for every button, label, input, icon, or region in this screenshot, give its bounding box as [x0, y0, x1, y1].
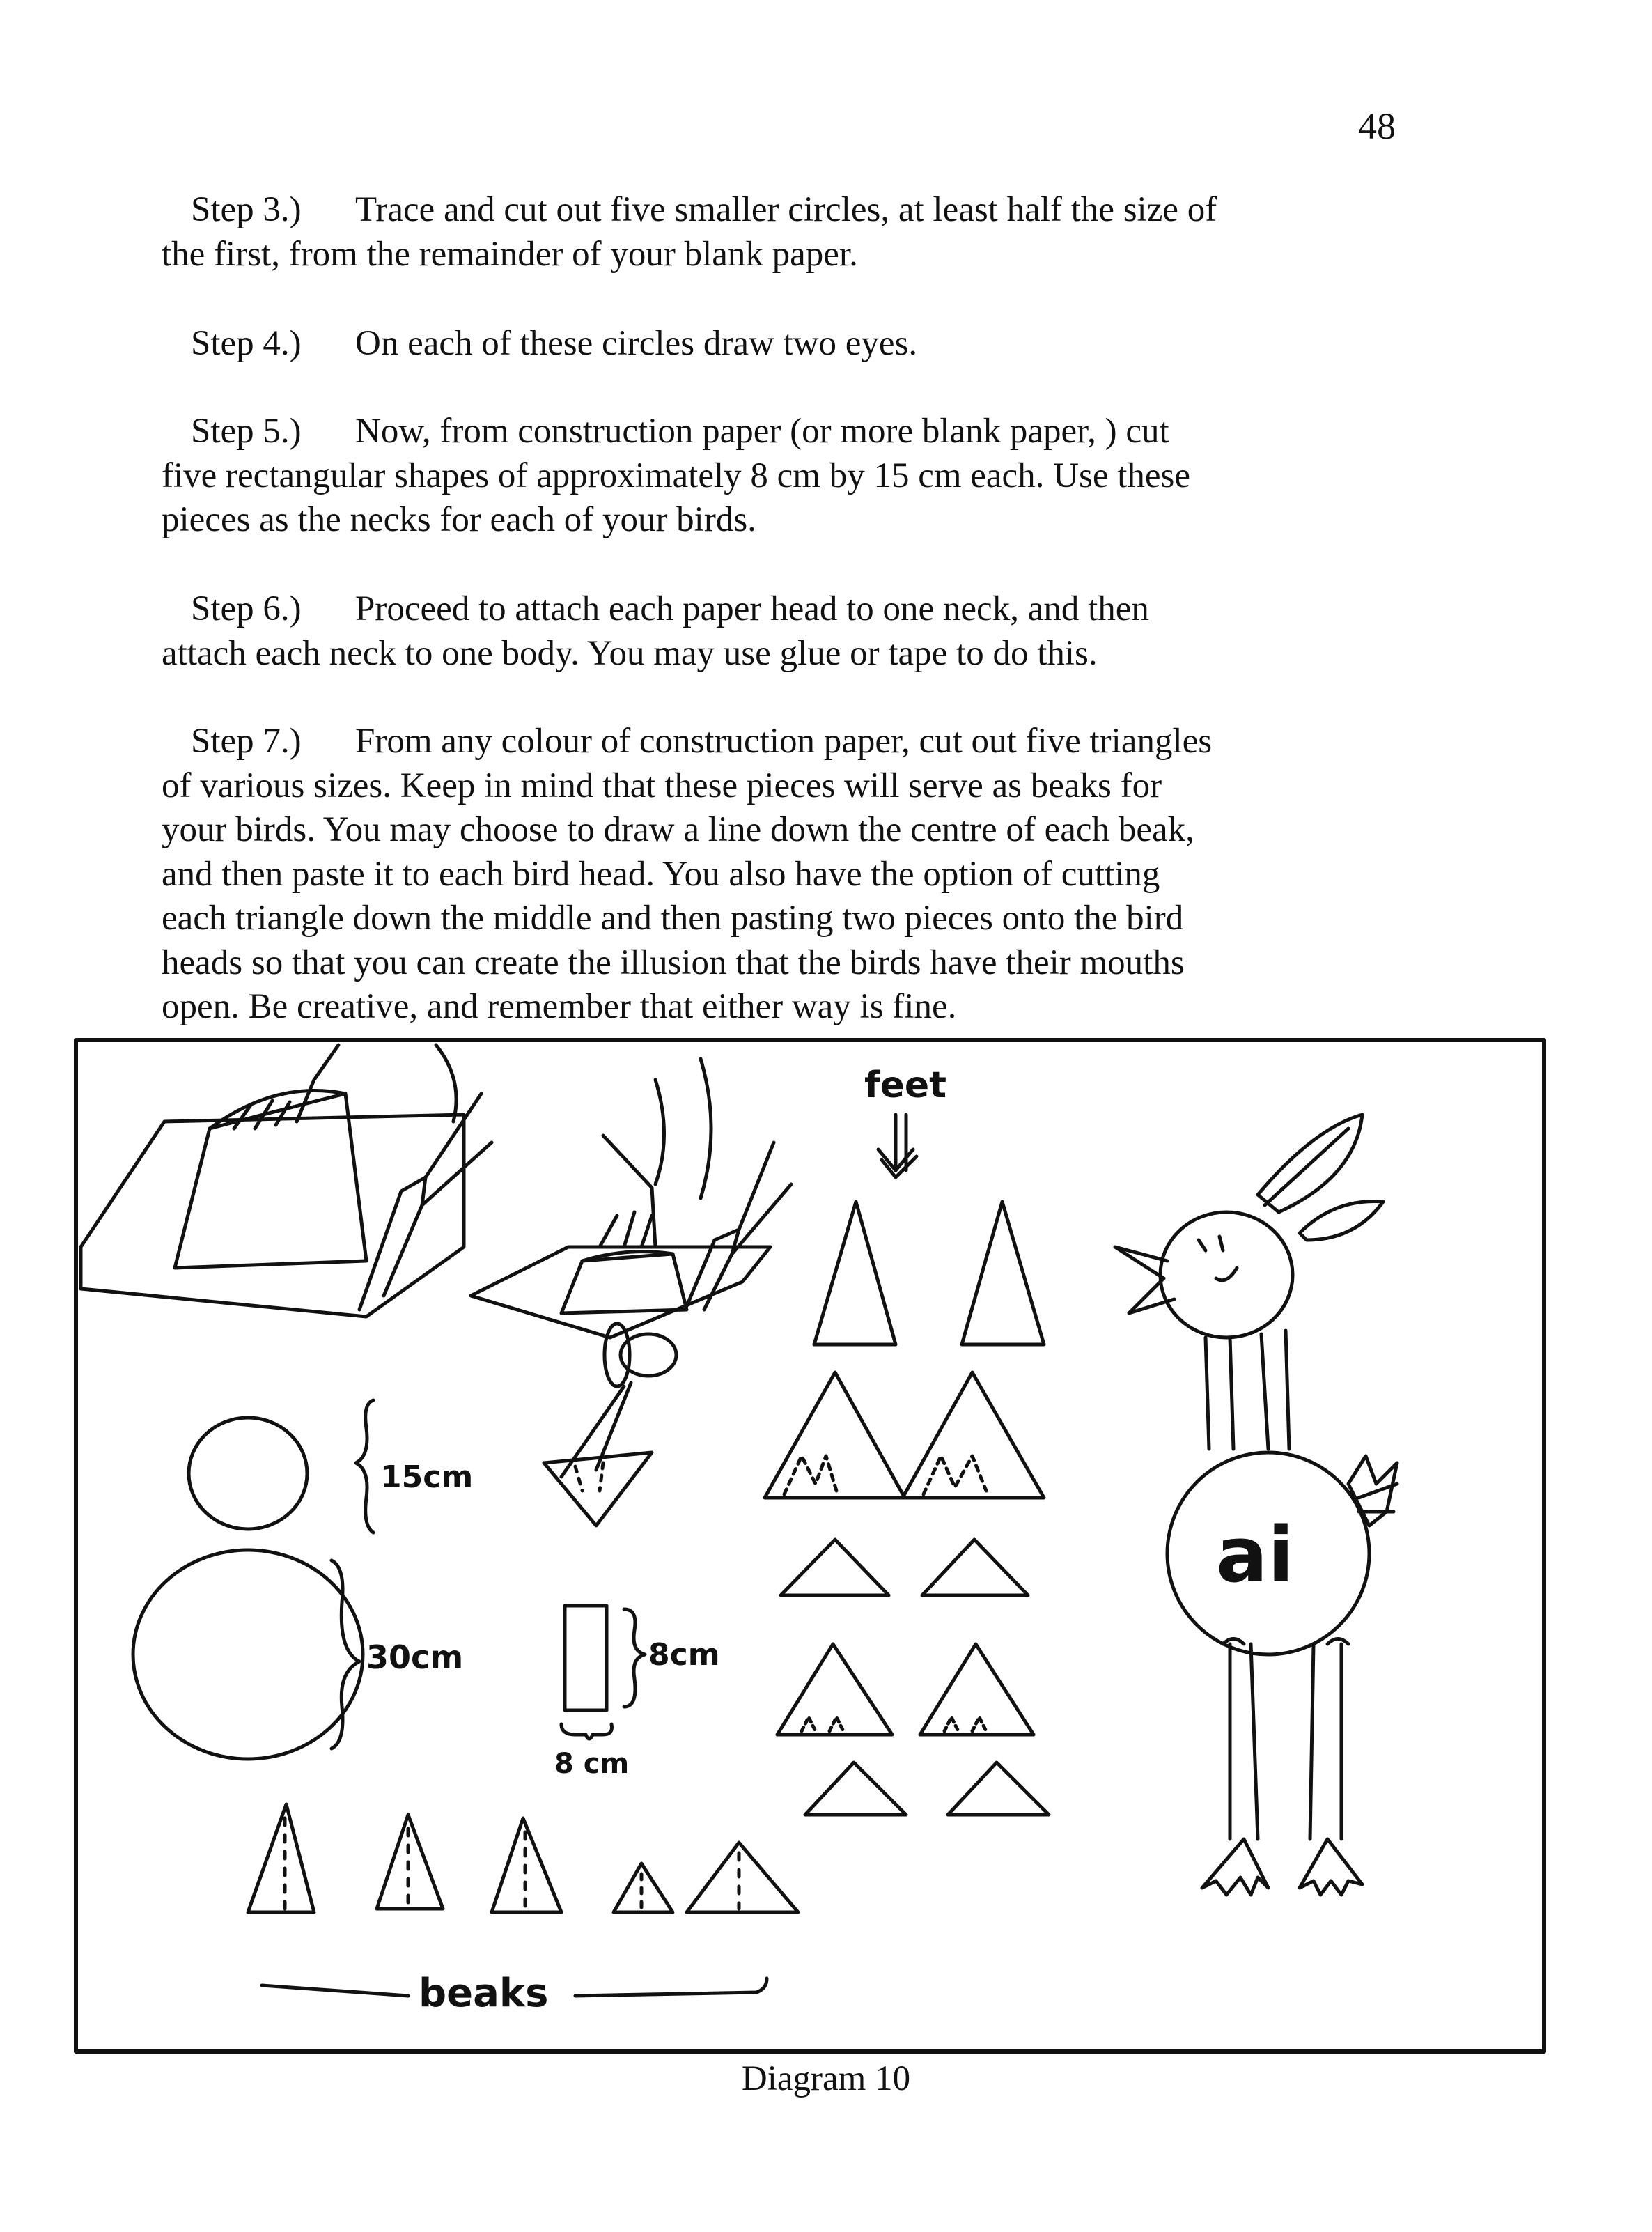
- rect-height-label: 8cm: [648, 1637, 720, 1673]
- step-text-line: and then paste it to each bird head. You also have the option of cutting: [162, 854, 1160, 894]
- size-bracket: [561, 1724, 612, 1739]
- step-text-line: Now, from construction paper (or more blank paper, ) cut: [355, 412, 1169, 451]
- page-number: 48: [1358, 105, 1396, 147]
- step-text-line: your birds. You may choose to draw a line down the centre of each beak,: [162, 810, 1194, 849]
- size-label-15cm: 15cm: [380, 1459, 474, 1495]
- feather-icon: [1300, 1202, 1383, 1240]
- beaks-label: beaks: [419, 1971, 549, 2016]
- step-7-paragraph: [162, 720, 1304, 1030]
- trace-large-bowl-illustration: [81, 1045, 492, 1317]
- small-circle-template: [189, 1418, 307, 1529]
- diagram-frame: [76, 1040, 1544, 2052]
- step-text-line: Proceed to attach each paper head to one neck, and then: [355, 589, 1149, 628]
- step-3-paragraph: [162, 188, 1304, 277]
- large-circle-template: [133, 1550, 363, 1759]
- size-bracket: [624, 1609, 645, 1707]
- bird-letters-label: ai: [1216, 1510, 1294, 1599]
- feet-label: feet: [864, 1064, 947, 1106]
- step-text-line: On each of these circles draw two eyes.: [355, 324, 918, 363]
- step-text-line: open. Be creative, and remember that either way is fine.: [162, 987, 957, 1026]
- step-text-line: pieces as the necks for each of your birds.: [162, 500, 756, 539]
- step-label: Step 7.): [191, 722, 302, 761]
- bird-foot: [1202, 1839, 1268, 1895]
- step-4-paragraph: [162, 322, 1304, 366]
- scissors-cutting-triangle-illustration: [544, 1324, 676, 1526]
- bird-open-beak: [1115, 1247, 1174, 1313]
- rect-width-label: 8 cm: [554, 1748, 630, 1780]
- trace-small-bowl-illustration: [471, 1059, 791, 1338]
- beak-triangles: [248, 1804, 798, 1912]
- size-label-30cm: 30cm: [366, 1638, 464, 1676]
- step-text-line: attach each neck to one body. You may use glue or tape to do this.: [162, 633, 1098, 673]
- step-text-line: each triangle down the middle and then pasting two pieces onto the bird: [162, 899, 1184, 938]
- neck-rectangle-template: [565, 1606, 607, 1710]
- step-text-line: of various sizes. Keep in mind that these pieces will serve as beaks for: [162, 766, 1162, 805]
- step-text-line: five rectangular shapes of approximately 8 cm by 15 cm each. Use these: [162, 456, 1191, 495]
- bird-foot: [1300, 1839, 1362, 1895]
- down-arrow-icon: [878, 1115, 917, 1177]
- step-text-line: Trace and cut out five smaller circles, at least half the size of: [355, 190, 1217, 229]
- step-text-line: the first, from the remainder of your blank paper.: [162, 234, 858, 274]
- diagram-10: [74, 1038, 1547, 2055]
- diagram-caption: Diagram 10: [741, 2059, 911, 2098]
- step-text-line: heads so that you can create the illusion that the birds have their mouths: [162, 943, 1185, 982]
- step-label: Step 3.): [191, 190, 302, 229]
- step-6-paragraph: [162, 587, 1304, 676]
- step-text-line: From any colour of construction paper, cut out five triangles: [355, 722, 1213, 761]
- step-5-paragraph: [162, 410, 1304, 543]
- step-label: Step 5.): [191, 412, 302, 451]
- size-bracket: [356, 1400, 373, 1533]
- step-label: Step 6.): [191, 589, 302, 628]
- step-label: Step 4.): [191, 324, 302, 363]
- finished-bird-illustration: [1115, 1115, 1397, 1895]
- feet-triangles: [765, 1202, 1049, 1815]
